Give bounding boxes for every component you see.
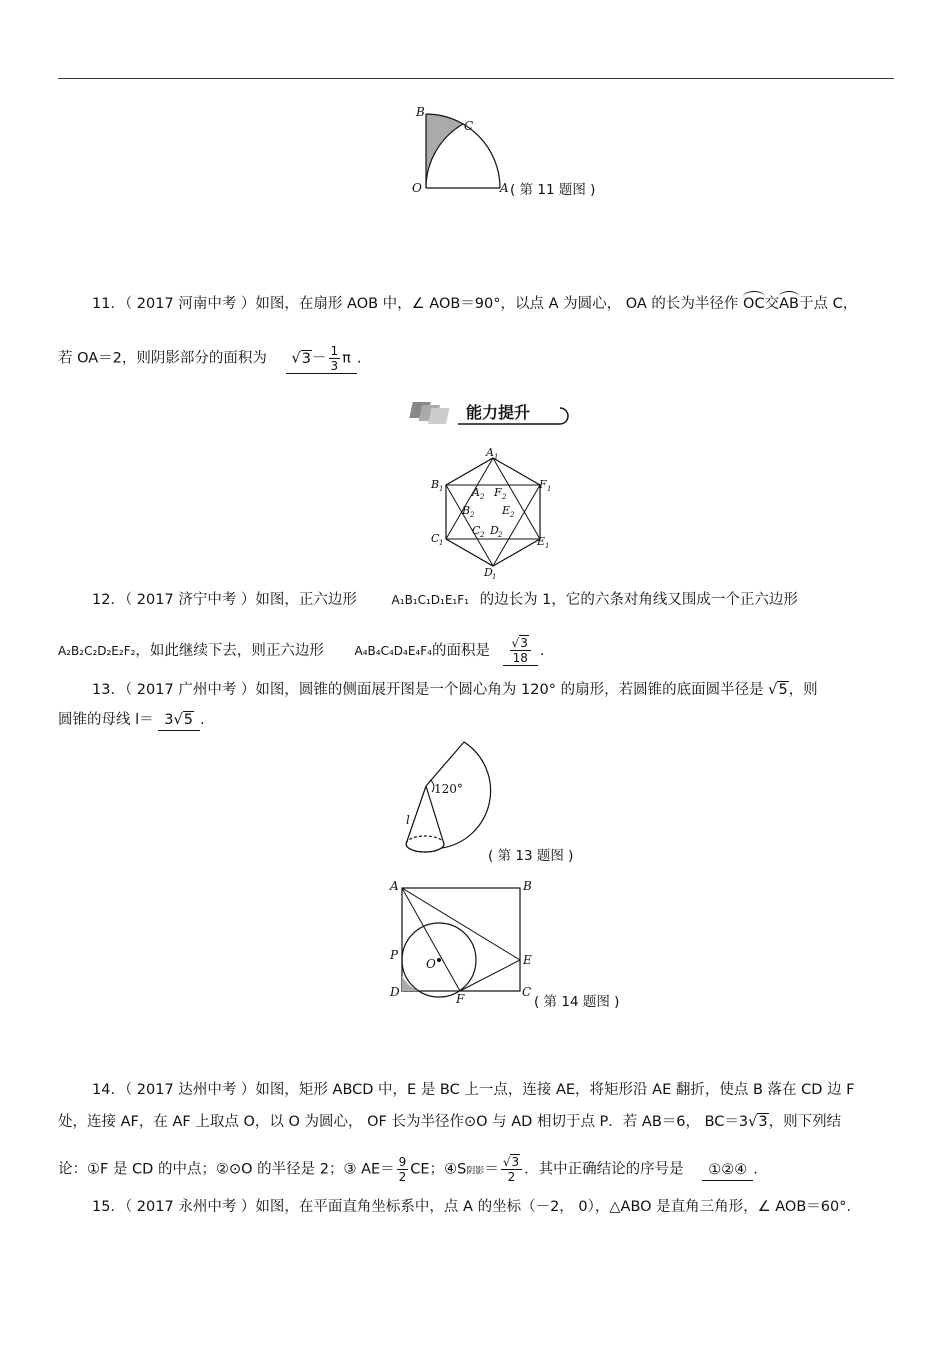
svg-text:F: F — [539, 478, 547, 491]
svg-text:B: B — [523, 879, 532, 893]
shaded-region — [426, 114, 463, 188]
q14-line3: 论：①F 是 CD 的中点；②⊙O 的半径是 2；③ AE＝ $\frac{9}{2}$ CE；④S阴影＝ $\frac{√3}{2}$ ．其中正确结论的序号是 ①②④ . — [58, 1155, 758, 1184]
svg-text:A: A — [472, 486, 480, 499]
q12-line1: 12．（ 2017 济宁中考 ）如图，正六边形 A₁B₁C₁D₁E₁F₁ 的边长为 1，它的六条对角线又围成一个正六边形 — [92, 592, 798, 608]
svg-text:2: 2 — [502, 493, 507, 501]
svg-text:D: D — [484, 566, 493, 579]
figure-12 — [428, 446, 558, 580]
svg-text:D: D — [490, 524, 499, 537]
figure-13-caption: ( 第 13 题图 ) — [488, 848, 574, 864]
q15-line1: 15．（ 2017 永州中考 ）如图，在平面直角坐标系中，点 A 的坐标（－2， 0），△ABO 是直角三角形，∠ AOB＝60°． — [92, 1199, 861, 1215]
q11-line2: 若 OA＝2，则阴影部分的面积为 √3－ $\frac{1}{3}$ π . — [58, 344, 362, 373]
svg-text:2: 2 — [480, 493, 485, 501]
svg-text:l: l — [406, 813, 410, 827]
svg-text:C: C — [522, 985, 532, 999]
q13-line2: 圆锥的母线 l＝ 3√5 . — [58, 710, 205, 731]
svg-text:E: E — [537, 535, 546, 548]
q12-answer: $\frac{√3}{18}$ — [503, 636, 538, 666]
label-C: C — [464, 119, 474, 133]
svg-text:2: 2 — [470, 511, 475, 519]
svg-text:1: 1 — [547, 485, 552, 493]
q13-line1: 13．（ 2017 广州中考 ）如图，圆锥的侧面展开图是一个圆心角为 120° 的扇形，若圆锥的底面圆半径是 √5，则 — [92, 682, 818, 698]
q14-line2: 处，连接 AF，在 AF 上取点 O，以 O 为圆心， OF 长为半径作⊙O 与 AD 相切于点 P．若 AB＝6， BC＝3√3，则下列结 — [58, 1114, 842, 1130]
svg-text:F: F — [456, 992, 465, 1006]
q11-answer: √3－ $\frac{1}{3}$ π — [286, 344, 357, 374]
header-rule — [58, 78, 894, 79]
label-O: O — [412, 181, 422, 195]
section-title: 能力提升 — [466, 403, 531, 422]
svg-text:1: 1 — [439, 485, 444, 493]
svg-text:E: E — [502, 504, 511, 517]
svg-text:1: 1 — [439, 539, 444, 547]
figure-14-caption: ( 第 14 题图 ) — [534, 994, 620, 1010]
svg-text:A: A — [486, 446, 494, 459]
label-A: A — [500, 181, 509, 195]
svg-text:2: 2 — [510, 511, 515, 519]
svg-text:B: B — [431, 478, 440, 491]
svg-text:1: 1 — [545, 542, 550, 550]
svg-text:1: 1 — [492, 573, 497, 581]
svg-text:E: E — [523, 953, 532, 967]
svg-text:P: P — [390, 948, 399, 962]
q13-answer: 3√5 — [158, 710, 200, 731]
svg-text:120°: 120° — [434, 782, 463, 796]
svg-text:1: 1 — [494, 453, 499, 461]
q14-line1: 14．（ 2017 达州中考 ）如图，矩形 ABCD 中，E 是 BC 上一点，连接 AE，将矩形沿 AE 翻折，使点 B 落在 CD 边 F — [92, 1082, 855, 1098]
q11-line1: 11．（ 2017 河南中考 ）如图，在扇形 AOB 中，∠ AOB＝90°，以点 A 为圆心， OA 的长为半径作 OC交AB于点 C， — [92, 296, 858, 312]
q14-answer: ①②④ — [702, 1160, 753, 1181]
svg-text:2: 2 — [498, 531, 503, 539]
figure-14 — [388, 878, 538, 1006]
figure-11-caption: ( 第 11 题图 ) — [510, 182, 596, 198]
svg-text:C: C — [431, 532, 440, 545]
q12-line2: A₂B₂C₂D₂E₂F₂，如此继续下去，则正六边形 A₄B₄C₄D₄E₄F₄的面积是 $\frac{√3}{18}$ . — [58, 636, 545, 665]
svg-text:O: O — [426, 957, 436, 971]
svg-text:B: B — [462, 504, 471, 517]
label-B: B — [416, 105, 425, 119]
svg-text:2: 2 — [480, 531, 485, 539]
svg-text:D: D — [390, 985, 400, 999]
figure-13 — [398, 738, 498, 860]
svg-text:A: A — [390, 879, 399, 893]
svg-text:F: F — [494, 486, 502, 499]
svg-text:C: C — [472, 524, 481, 537]
